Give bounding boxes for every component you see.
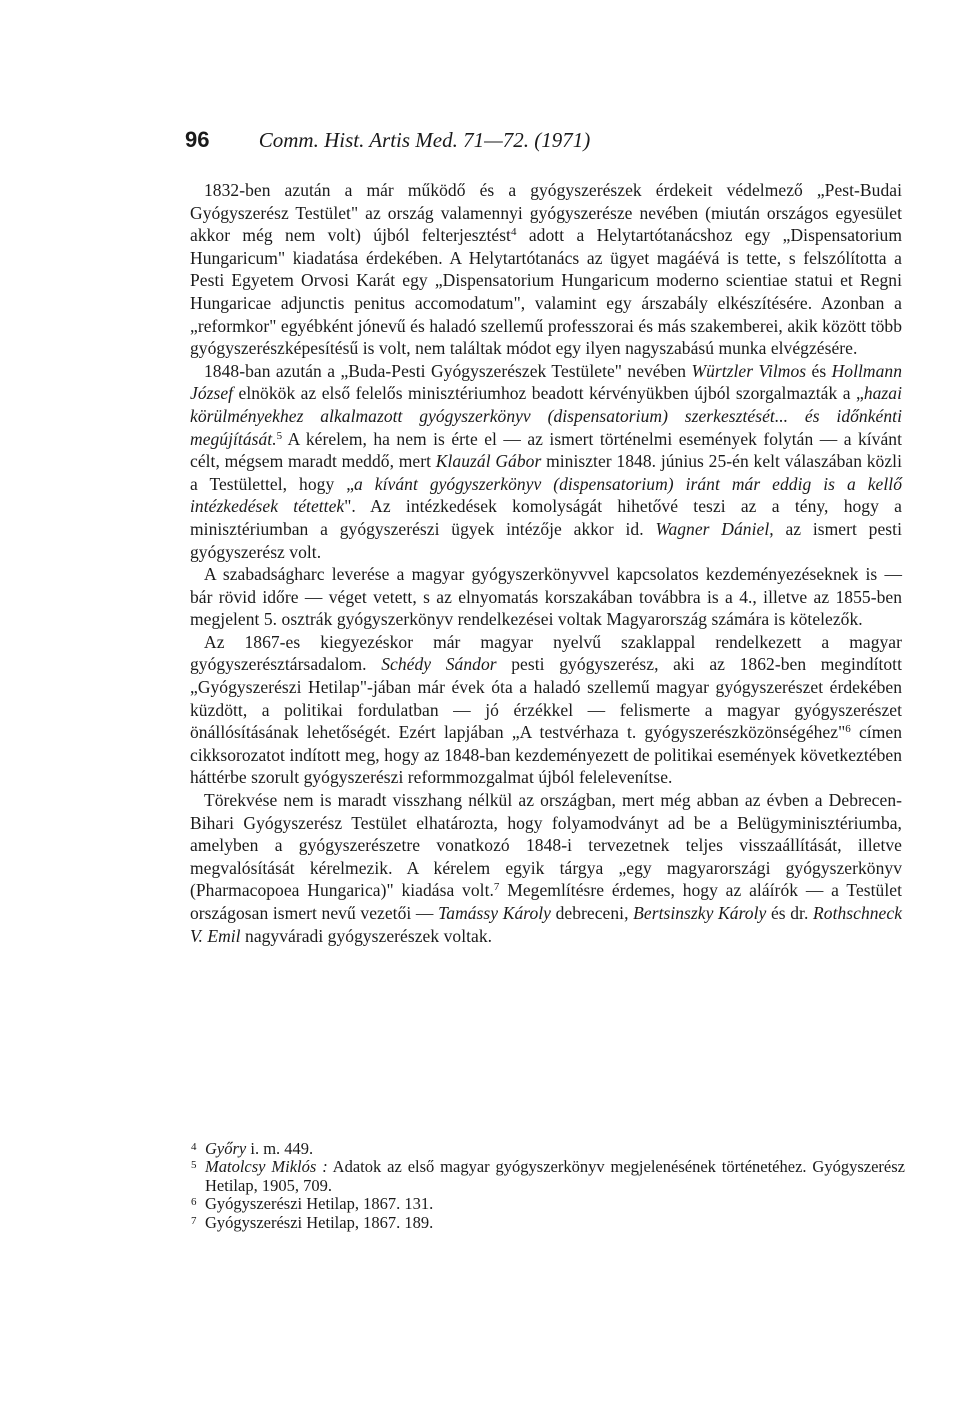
paragraph-2-text-d: A kérelem, ha nem is érte el — az ismert történelmi események folytán — a kívánt célt, mégsem maradt meddő, mert <box>190 428 902 472</box>
footnote-5 <box>191 1157 905 1195</box>
footnote-author: Győry <box>205 1139 247 1158</box>
footnote-7 <box>191 1212 905 1232</box>
footnote-number: 7 <box>191 1214 197 1227</box>
running-header <box>185 127 785 153</box>
paragraph-2-text-c: elnökök az első felelős minisztériumhoz beadott kérvényükben újból szorgalmazták a „ <box>233 383 864 404</box>
paragraph-5-text-a: Törekvése nem is maradt visszhang nélkül az országban, mert még abban az évben a Debrecen-Bihari Gyógyszerész Testület elhatározta, hogy folyamodványt ad be a Belügyminisztériumba, amelyben a gyógyszerészetre vonatkozó 1848-i tervezetnek teljes visszaállítását, illetve megvalósítását kérelmezik. A kérelem egyik tárgya „egy magyarországi gyógyszerkönyv (Pharmacopoea Hungarica)" kiadása volt. <box>190 790 902 901</box>
paragraph-2-text-g: az ismert pesti gyógyszerész volt. <box>190 518 902 562</box>
footnote-number: 4 <box>191 1141 197 1153</box>
paragraph-5-text-d: és dr. <box>766 903 814 923</box>
paragraph-3: A szabadságharc leverése a magyar gyógyszerkönyvvel kapcsolatos kezdeményezéseknek is — bár rövid időre — véget vetett, s az elnyomatás korszakában továbbra is a 4., illetve az 1855-ben megjelent 5. osztrák gyógyszerkönyv rendelkezései voltak Magyarország számára is kötelezők. <box>190 564 902 630</box>
footnote-ref-6: 6 <box>845 723 851 736</box>
paragraph-5 <box>190 789 902 947</box>
paragraph-1-text-cont: adott a Helytartótanácshoz egy „Dispensatorium Hungaricum" kiadatása érdekében. A Helytartótanács az ügyet magáévá is tette, s felszólította a Pesti Egyetem Orvosi Karát egy „Dispensatorium Hungaricum moderno scientiae statui et Regni Hungaricae adjunctis penitus accomodatum", valamint egy árszabály elkészítésére. Azonban a „reformkor" egyébként jónevű és haladó szellemű professzorai és más szakemberei, akik között több gyógyszerészképesítésű is volt, nem találtak módot egy ilyen nagyszabású munka elvégzésére. <box>190 225 902 359</box>
italic-quote: hazai körülményekhez alkalmazott gyógyszerkönyv (dispensatorium) szerkesztését... és időnkénti megújítását. <box>190 383 902 449</box>
paragraph-2-text-e: miniszter 1848. június 25-én kelt válaszában közli a Testülettel, hogy „ <box>190 451 903 494</box>
paragraph-1-text: 1832-ben azután a már működő és a gyógyszerészek érdekeit védelmező „Pest-Budai Gyógyszerész Testület" az ország valamennyi gyógyszerésze nevében (miután országos egyesület akkor még nem volt) újból felterjesztést <box>190 180 902 246</box>
footnotes <box>191 1139 905 1232</box>
main-text <box>190 179 902 947</box>
person-name: Bertsinszky Károly <box>633 903 767 923</box>
journal-citation: Comm. Hist. Artis Med. 71—72. (1971) <box>258 128 591 152</box>
paragraph-4 <box>190 631 902 789</box>
paragraph-4-text-b: pesti gyógyszerész, aki az 1862-ben megindított „Gyógyszerészi Hetilap"-jában már évek óta a haladó szellemű magyar gyógyszerészet érdekében küzdött, a politikai fordulatban — jó érzékkel — felismerte a magyar gyógyszerészet önállósításának lehetőségét. Ezért lapjában „A testvérhaza t. gyógyszerészközönségéhez" <box>190 654 903 743</box>
paragraph-2 <box>190 360 902 563</box>
italic-quote: a kívánt gyógyszerkönyv (dispensatorium) iránt már eddig is a kellő intézkedések tétettek <box>190 473 902 517</box>
footnote-author: Matolcsy Miklós : <box>205 1157 328 1177</box>
footnote-number: 5 <box>191 1159 197 1172</box>
paragraph-4-text-c: címen cikksorozatot indított meg, hogy az 1848-ban kezdeményezett de politikai események következtében háttérbe szorult gyógyszerészi reformmozgalmat újból felelevenítse. <box>190 722 903 788</box>
person-name: Klauzál Gábor <box>435 451 542 472</box>
footnote-ref-5: 5 <box>276 429 283 442</box>
page-number: 96 <box>185 127 210 152</box>
paragraph-1 <box>190 179 902 360</box>
footnote-text: Gyógyszerészi Hetilap, 1867. 189. <box>205 1212 434 1232</box>
paragraph-5-text-c: debreceni, <box>551 903 634 923</box>
person-name: Tamássy Károly <box>438 903 551 923</box>
paragraph-5-text-b: Megemlítésre érdemes, hogy az aláírók — a Testület országosan ismert nevű vezetői — <box>190 880 902 923</box>
footnote-4 <box>191 1139 905 1158</box>
footnote-6 <box>191 1194 905 1214</box>
footnote-text: Gyógyszerészi Hetilap, 1867. 131. <box>205 1194 434 1214</box>
person-name: Würtzler Vilmos <box>691 360 807 381</box>
footnote-text: Adatok az első magyar gyógyszerkönyv megjelenésének történetéhez. Gyógyszerész Hetilap, 1905, 709. <box>205 1157 905 1195</box>
paragraph-2-text-f: ". Az intézkedések komolyságát hihetővé teszi az a tény, hogy a minisztériumban a gyógyszerészi ügyek intézője akkor id. <box>190 496 902 539</box>
paragraph-4-text-a: Az 1867-es kiegyezéskor már magyar nyelvű szaklappal rendelkezett a magyar gyógyszerésztársadalom. <box>190 631 902 675</box>
person-name: Rothschneck V. Emil <box>190 903 903 946</box>
paragraph-5-text-e: nagyváradi gyógyszerészek voltak. <box>240 925 493 946</box>
person-name: Wagner Dániel, <box>655 518 774 539</box>
paragraph-2-text-a: 1848-ban azután a „Buda-Pesti Gyógyszerészek Testülete" nevében <box>204 360 692 381</box>
person-name: Schédy Sándor <box>381 654 497 675</box>
footnote-ref-4: 4 <box>510 226 517 239</box>
paragraph-2-text-b: és <box>806 360 832 381</box>
person-name: Hollmann József <box>190 360 903 404</box>
footnote-ref-7: 7 <box>493 881 500 894</box>
footnote-number: 6 <box>191 1196 197 1209</box>
footnote-text: i. m. 449. <box>246 1139 314 1158</box>
